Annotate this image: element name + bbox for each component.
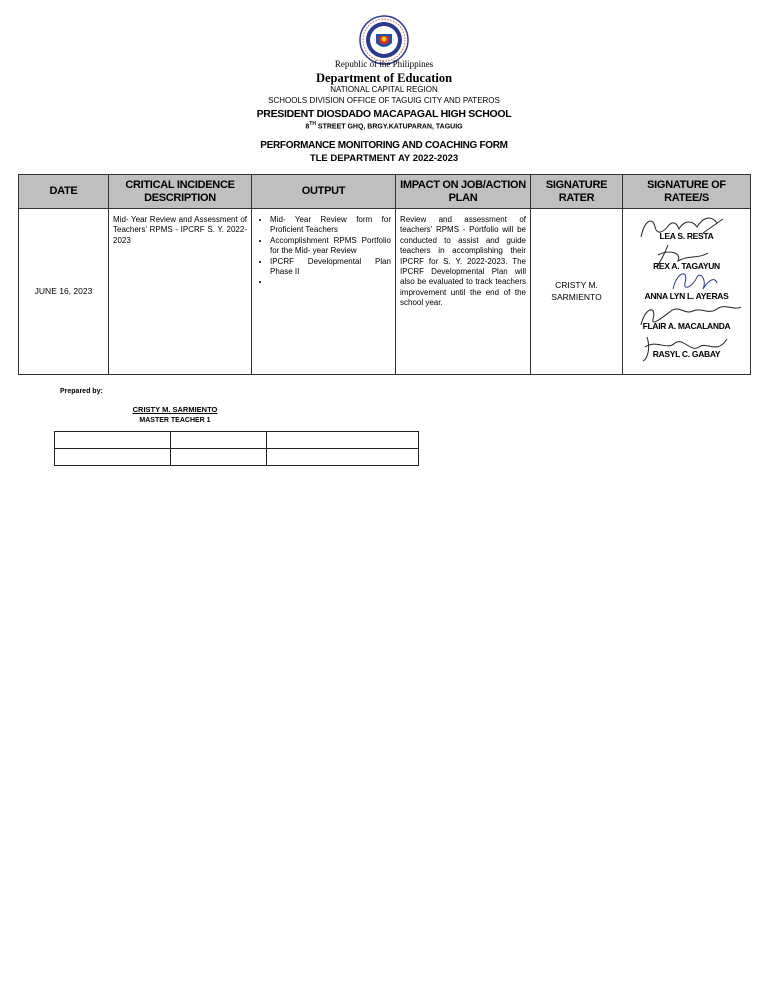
- blank-cell: [267, 449, 419, 466]
- output-item: • Accomplishment RPMS Portfolio for the Mid- year Review: [270, 236, 391, 257]
- output-item: • Mid- Year Review form for Proficient Teachers: [270, 215, 391, 236]
- prepared-by-label: Prepared by:: [60, 388, 103, 395]
- blank-cell: [171, 432, 267, 449]
- form-title: PERFORMANCE MONITORING AND COACHING FORM: [260, 140, 508, 151]
- table-row: [55, 432, 419, 449]
- header-signature-ratees: SIGNATURE OF RATEE/S: [623, 175, 751, 209]
- blank-cell: [55, 449, 171, 466]
- blank-cell: [267, 432, 419, 449]
- header-output: OUTPUT: [252, 175, 396, 209]
- ratee-name: FLAIR A. MACALANDA: [642, 321, 731, 331]
- preparer-name: CRISTY M. SARMIENTO: [132, 405, 218, 414]
- ratee-name: RASYL C. GABAY: [652, 349, 721, 359]
- school-address: 8TH STREET GHQ, BRGY.KATUPARAN, TAGUIG: [305, 121, 463, 131]
- division-line: SCHOOLS DIVISION OFFICE OF TAGUIG CITY AND PATEROS: [268, 96, 500, 105]
- blank-cell: [171, 449, 267, 466]
- ratee-name: REX A. TAGAYUN: [653, 261, 720, 271]
- cell-date: JUNE 16, 2023: [19, 209, 109, 375]
- ratee-name: LEA S. RESTA: [659, 231, 714, 241]
- header-critical-incidence: CRITICAL INCIDENCE DESCRIPTION: [109, 175, 252, 209]
- region-line: NATIONAL CAPITAL REGION: [330, 85, 438, 94]
- output-item: [270, 277, 391, 287]
- cell-ratees: [623, 209, 751, 375]
- cell-rater: CRISTY M. SARMIENTO: [531, 209, 623, 375]
- header-date: DATE: [19, 175, 109, 209]
- school-name: PRESIDENT DIOSDADO MACAPAGAL HIGH SCHOOL: [256, 108, 512, 120]
- output-list: [256, 215, 391, 288]
- republic-line: Republic of the Philippines: [334, 59, 434, 69]
- cell-impact: Review and assessment of teachers' RPMS - Portfolio will be conducted to assist and guide teachers in accomplishing their IPCRF for S. Y. 2022-2023. The IPCRF Developmental Plan will also be evaluated to track teachers improvement until the end of the school year.: [396, 209, 531, 375]
- blank-cell: [55, 432, 171, 449]
- header-impact: IMPACT ON JOB/ACTION PLAN: [396, 175, 531, 209]
- department-year: TLE DEPARTMENT AY 2022-2023: [309, 153, 459, 164]
- cell-output: [252, 209, 396, 375]
- coaching-table: [18, 174, 751, 375]
- cell-description: Mid- Year Review and Assessment of Teachers' RPMS - IPCRF S. Y. 2022-2023: [109, 209, 252, 375]
- table-header-row: [19, 175, 751, 209]
- table-row: [55, 449, 419, 466]
- ratee-name: ANNA LYN L. AYERAS: [644, 291, 729, 301]
- output-item: • IPCRF Developmental Plan Phase II: [270, 257, 391, 278]
- blank-table: [54, 431, 419, 466]
- preparer-title: MASTER TEACHER 1: [139, 417, 211, 424]
- header-signature-rater: SIGNATURE RATER: [531, 175, 623, 209]
- table-row: [19, 209, 751, 375]
- deped-seal-icon: [359, 15, 409, 65]
- department-name: Department of Education: [315, 71, 453, 85]
